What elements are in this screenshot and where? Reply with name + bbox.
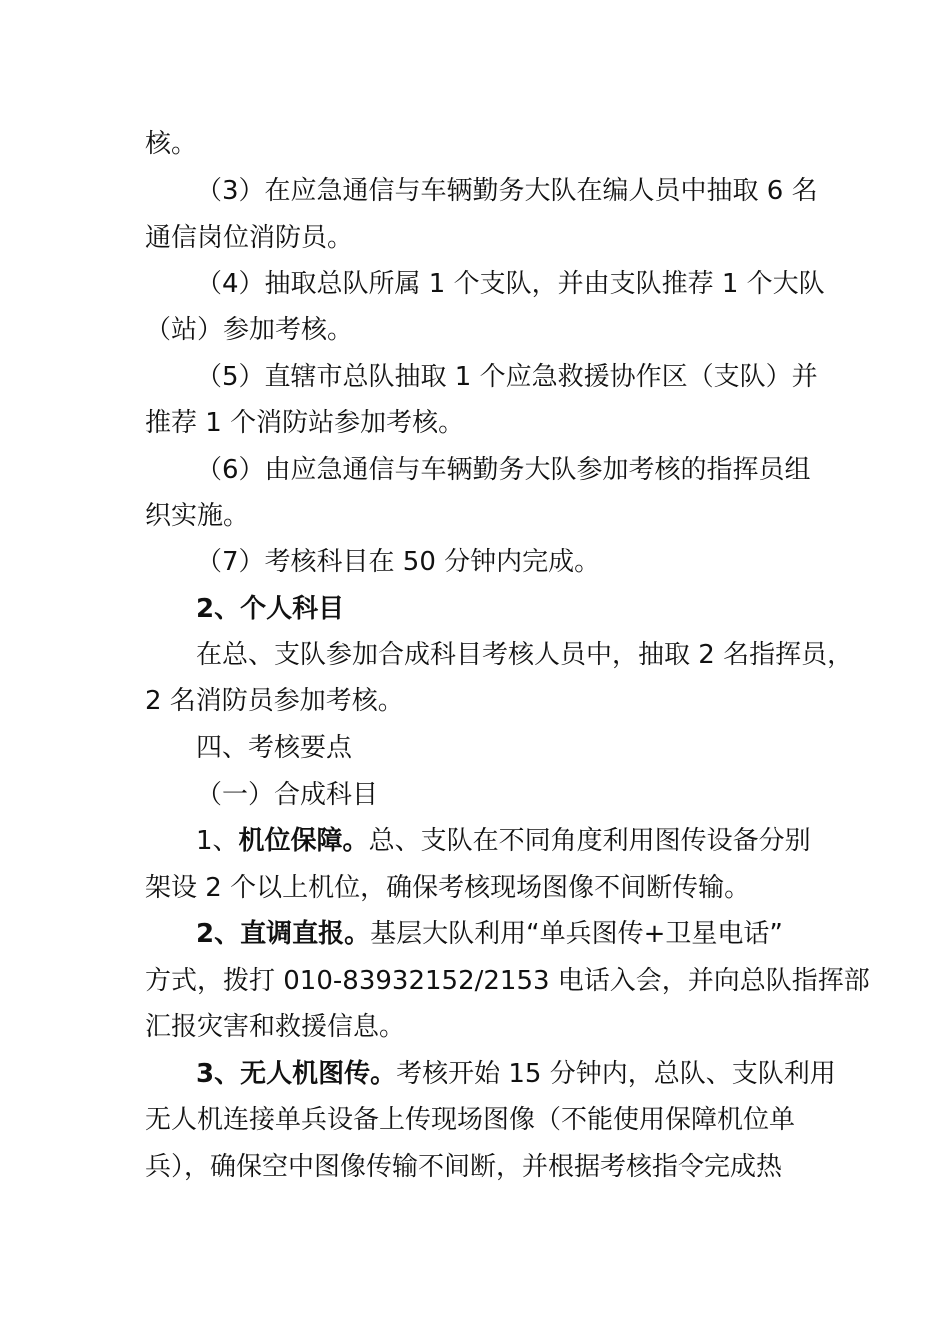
item-number: 1、 [196, 826, 239, 856]
text-line: 兵），确保空中图像传输不间断，并根据考核指令完成热 [145, 1152, 783, 1182]
text-line: （站）参加考核。 [145, 315, 354, 345]
text-line [196, 1054, 836, 1094]
item-title: 无人机图传。 [240, 1059, 397, 1089]
item-title: 直调直报。 [240, 919, 371, 949]
item-text: 基层大队利用“单兵图传+卫星电话” [370, 919, 783, 949]
text-line: （6）由应急通信与车辆勤务大队参加考核的指挥员组 [196, 455, 811, 485]
text-line: 核。 [145, 129, 198, 159]
item-text: 考核开始 15 分钟内，总队、支队利用 [396, 1059, 836, 1089]
text-line: （4）抽取总队所属 1 个支队，并由支队推荐 1 个大队 [196, 269, 825, 299]
item-text: 总、支队在不同角度利用图传设备分别 [368, 826, 811, 856]
text-line: 织实施。 [145, 501, 250, 531]
text-line: 无人机连接单兵设备上传现场图像（不能使用保障机位单 [145, 1105, 796, 1135]
text-line: （7）考核科目在 50 分钟内完成。 [196, 547, 601, 577]
text-line: 方式，拨打 010-83932152/2153 电话入会，并向总队指挥部 [145, 966, 870, 996]
text-line: 2 名消防员参加考核。 [145, 686, 404, 716]
text-line: 通信岗位消防员。 [145, 223, 354, 253]
section-heading: 四、考核要点 [196, 733, 353, 763]
text-line [196, 821, 811, 861]
text-line: 在总、支队参加合成科目考核人员中，抽取 2 名指挥员， [196, 640, 854, 670]
text-line: （5）直辖市总队抽取 1 个应急救援协作区（支队）并 [196, 362, 818, 392]
text-line: 汇报灾害和救援信息。 [145, 1012, 406, 1042]
text-line: （3）在应急通信与车辆勤务大队在编人员中抽取 6 名 [196, 176, 818, 206]
subsection-heading: （一）合成科目 [196, 780, 379, 810]
item-title: 机位保障。 [238, 826, 369, 856]
text-line: 推荐 1 个消防站参加考核。 [145, 408, 465, 438]
item-number: 2、 [196, 919, 241, 949]
text-line: 架设 2 个以上机位，确保考核现场图像不间断传输。 [145, 873, 751, 903]
section-heading: 2、个人科目 [196, 594, 345, 624]
item-number: 3、 [196, 1059, 241, 1089]
text-line [196, 914, 783, 954]
